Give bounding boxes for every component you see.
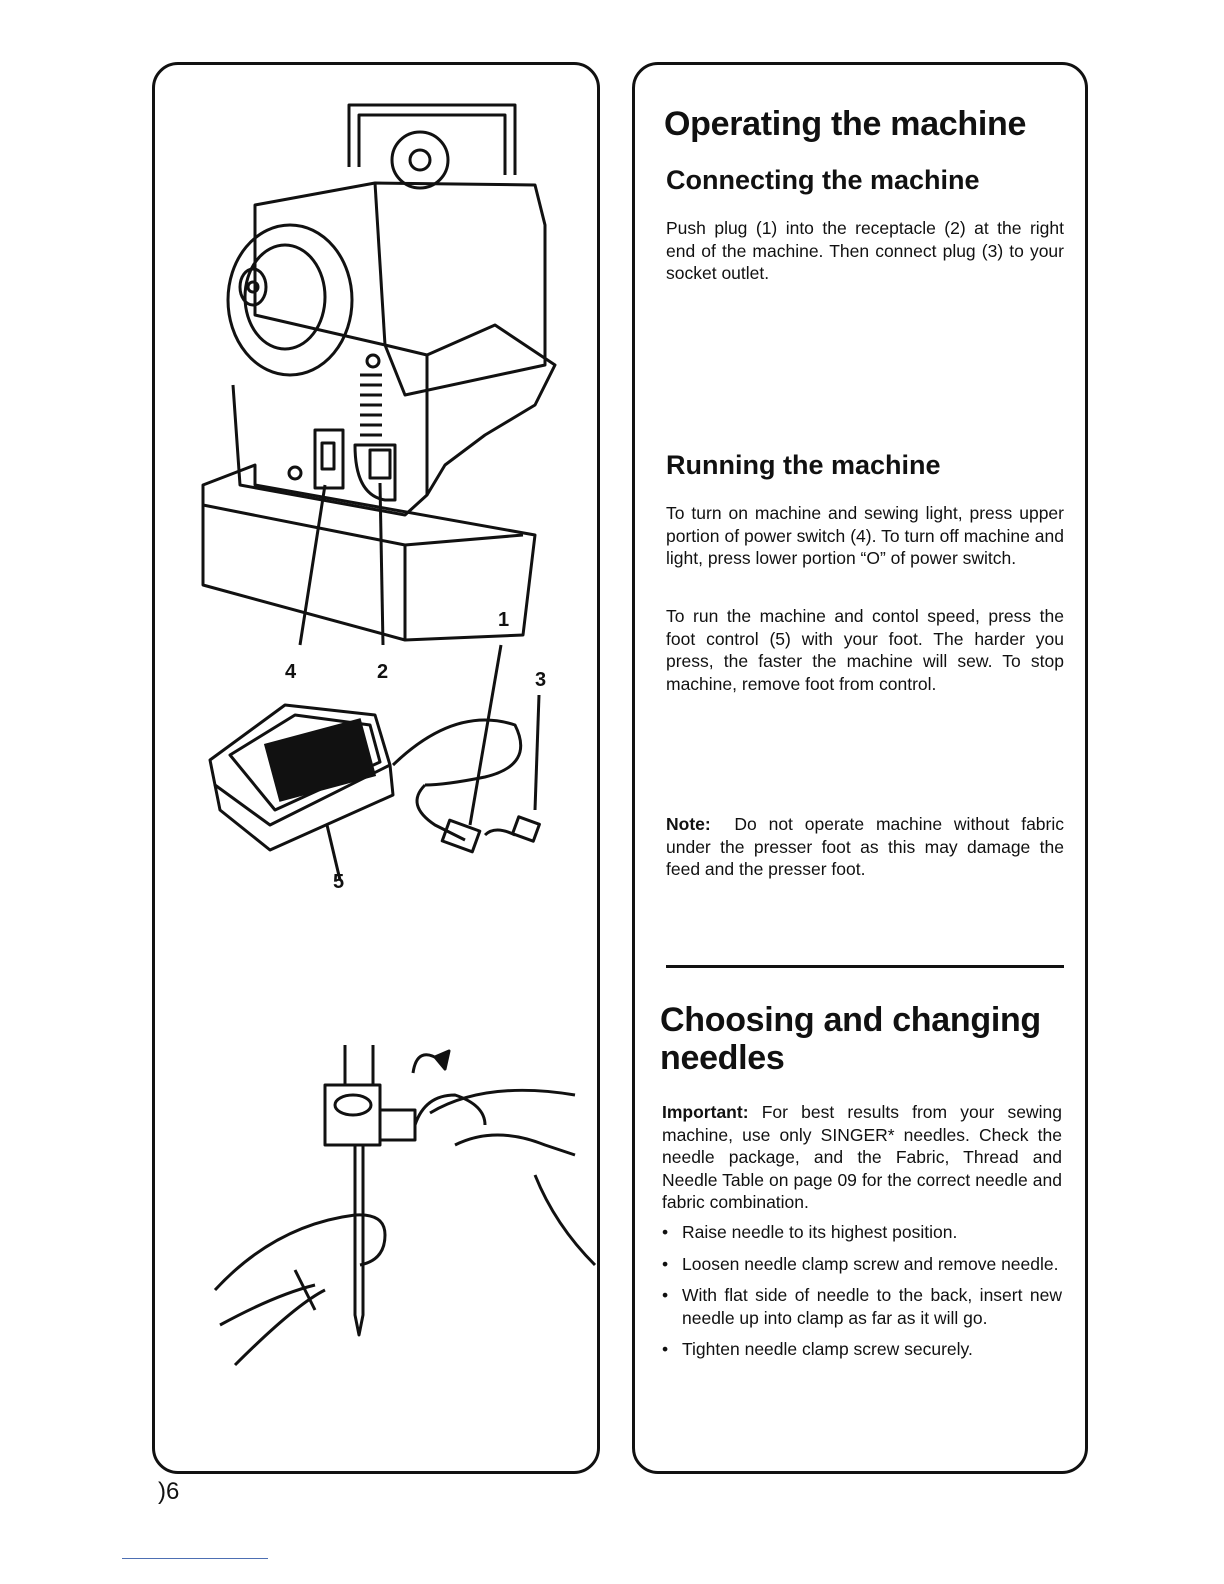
running-text-1: To turn on machine and sewing light, press upper portion of power switch (4). To turn off machine and light, press lower portion “O” of power switch.	[666, 503, 1064, 568]
important-label: Important:	[662, 1102, 749, 1122]
footer-line	[122, 1558, 268, 1559]
illustration-panel	[152, 62, 600, 1474]
list-item: • Tighten needle clamp screw securely.	[662, 1338, 1062, 1361]
connecting-text: Push plug (1) into the receptacle (2) at the right end of the machine. Then connect plug (3) to your socket outlet.	[666, 218, 1064, 283]
list-item: • Raise needle to its highest position.	[662, 1221, 1062, 1244]
section-title-operating: Operating the machine	[664, 105, 1027, 143]
callout-1: 1	[498, 609, 510, 631]
note-paragraph	[666, 813, 1064, 881]
heading-running: Running the machine	[666, 450, 941, 480]
note-text: Do not operate machine without fabric under the presser foot as this may damage the feed and the presser foot.	[666, 814, 1064, 879]
section-divider	[666, 965, 1064, 968]
needle-steps-list	[662, 1221, 1062, 1370]
callout-3: 3	[535, 669, 547, 691]
important-text: For best results from your sewing machine, use only SINGER* needles. Check the needle package, and the Fabric, Thread and Needle Table on page 09 for the correct needle and fabric combination.	[662, 1102, 1062, 1212]
list-item: • With flat side of needle to the back, insert new needle up into clamp as far as it will go.	[662, 1284, 1062, 1329]
callout-5: 5	[333, 871, 345, 893]
section-title-needles: Choosing and changing needles	[660, 1001, 1041, 1077]
note-label: Note:	[666, 814, 711, 834]
important-paragraph	[662, 1101, 1062, 1214]
text-panel	[632, 62, 1088, 1474]
running-text-2: To run the machine and contol speed, press the foot control (5) with your foot. The harder you press, the faster the machine will sew. To stop machine, remove foot from control.	[666, 606, 1064, 694]
list-item: • Loosen needle clamp screw and remove needle.	[662, 1253, 1062, 1276]
callout-2: 2	[377, 661, 389, 683]
page-number: )6	[158, 1478, 180, 1505]
heading-connecting: Connecting the machine	[666, 165, 980, 195]
callout-4: 4	[285, 661, 297, 683]
needle-change-illustration	[215, 1045, 595, 1365]
sewing-machine-illustration	[155, 65, 603, 1477]
